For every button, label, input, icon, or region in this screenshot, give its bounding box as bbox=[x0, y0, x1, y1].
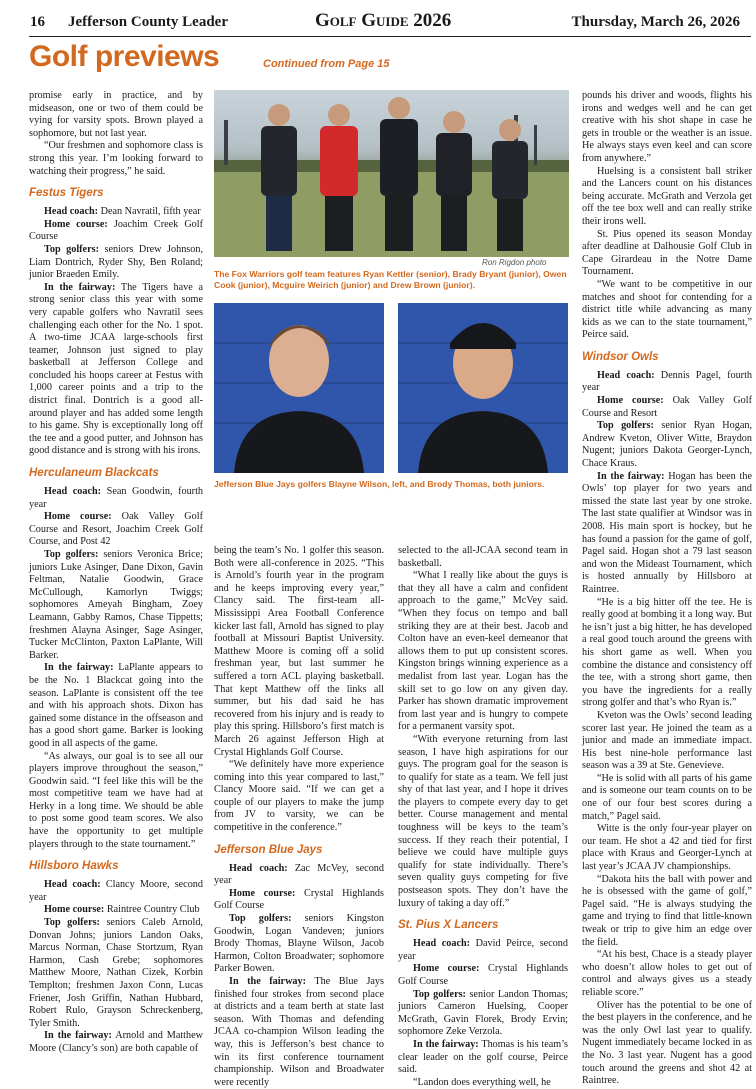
column-4 bbox=[582, 90, 752, 1088]
team-heading-hillsboro: Hillsboro Hawks bbox=[29, 860, 119, 873]
team-photo-illustration bbox=[214, 90, 569, 257]
team-heading-st-pius: St. Pius X Lancers bbox=[398, 919, 499, 932]
photo-credit: Ron Rigdon photo bbox=[482, 258, 547, 267]
column-2 bbox=[214, 545, 384, 1089]
page-header bbox=[0, 0, 756, 36]
course-line: Home course: Joachim Creek Golf Course bbox=[29, 218, 203, 243]
fairway-line: In the fairway: The Blue Jays finished four strokes from second place at districts and a team berth at state last season. With Thomas and defending JCAA co-champion Wilson leading the way, this is Jefferson’s best chance to win its first conference tournament championship. Wilson and Broadwater were recently bbox=[214, 976, 384, 1088]
paragraph: Kveton was the Owls’ second leading scorer last year. He joined the team as a junior and made an immediate impact. His best nine-hole performance last season was a 39 at Ste. Genevieve. bbox=[582, 709, 752, 772]
golfers-line: Top golfers: seniors Kingston Goodwin, Logan Vandeven; juniors Brody Thomas, Blayne Wilson, Jacob Harmon, Colton Broadwater; sophomore Parker Bowen. bbox=[214, 913, 384, 975]
paragraph: Oliver has the potential to be one of the best players in the conference, and he was the only Owl last year to qualify. Nugent immediately became locked in as the No. 3 last year. Nugent has a good touch around the greens and shot 42 at Raintree. bbox=[582, 999, 752, 1087]
fairway-line: In the fairway: Arnold and Matthew Moore (Clancy’s son) are both capable of bbox=[29, 1030, 203, 1054]
paragraph: “He is solid with all parts of his game and is someone our team counts on to be one of our four best scores during a match,” Pagel said. bbox=[582, 772, 752, 822]
team-photo-caption: The Fox Warriors golf team features Ryan Kettler (senior), Brady Bryant (junior), Owen Cook (junior), Mcguire Weirich (junior) and Drew Brown (junior). bbox=[214, 269, 567, 290]
issue-date: Thursday, March 26, 2026 bbox=[571, 14, 740, 30]
paragraph: pounds his driver and woods, flights his irons and wedges well and he can get creative with his shot shape in case he gets in trouble or the weather is an issue. He always stays even keel and can score from anywhere.” bbox=[582, 90, 752, 164]
golfers-line: Top golfers: seniors Caleb Arnold, Donvan Johns; juniors Landon Oaks, Marcus Norman, Chase Stortzum, Ryan Harmon, Cash Grebe; sophomores Matthew Moore, Nathan Cizek, Korbin Templton; freshmen Jaxon Conn, Lucas Friener, Josh Griffin, Nathan Hubbard, Robert Rulo, Grayson Schreckenberg, Tyler Smith. bbox=[29, 917, 203, 1029]
course-line: Home course: Crystal Highlands Golf Course bbox=[398, 963, 568, 987]
paragraph: Witte is the only four-year player on our team. He shot a 42 and tied for first place with Kraus and Georger-Lynch at last year’s JCAA JV championships. bbox=[582, 823, 752, 873]
paragraph: promise early in practice, and by midseason, one or two of them could be vying for varsity spots. Brown played a sophomore, but not last year. bbox=[29, 90, 203, 139]
paragraph: “We definitely have more experience coming into this year compared to last,” Clancy Moore said. “If we can get a couple of our players to make the jump from JV to varsity, we can be competitive in the conference.” bbox=[214, 759, 384, 834]
paragraph: “With everyone returning from last season, I have high aspirations for our guys. The program goal for the season is to qualify for state as a team. We fell just shy of that last year, and I hope it drives the players to compete every day to get better. Course management and mental toughness will be keys to the team’s success. If they reach their potential, I believe we could have multiple guys qualify for state individually. There’s seven quality guys competing for five postseason spots. They don’t have the luxury of taking a day off.” bbox=[398, 733, 568, 909]
portrait-photo-right bbox=[398, 303, 568, 473]
paragraph: “We want to be competitive in our matches and shoot for contending for a district title while advancing as many kids as we can to the state tournament,” Peirce said. bbox=[582, 278, 752, 341]
fairway-line: In the fairway: Thomas is his team’s clear leader on the golf course, Peirce said. bbox=[398, 1038, 568, 1076]
coach-line: Head coach: Dennis Pagel, fourth year bbox=[582, 369, 752, 394]
course-line: Home course: Crystal Highlands Golf Course bbox=[214, 887, 384, 912]
page-headline: Golf previews bbox=[29, 40, 220, 73]
portrait-photo-left bbox=[214, 303, 384, 473]
paragraph: “Dakota hits the ball with power and he is obsessed with the game of golf,” Pagel said. “He is always studying the game and trying to find that little-known tweak or trip to give him an edge over the field. bbox=[582, 873, 752, 948]
header-rule bbox=[29, 36, 751, 37]
fairway-line: In the fairway: Hogan has been the Owls’ top player for two years and missed the state last year by one stroke. The last state qualifier at Windsor was in 2008. His main sport is hockey, but he has found a passion for the game of golf, Pagel said. Hogan shot a 79 last season and won the Mideast Tournament, which is hosted annually by Hillsboro at Raintree. bbox=[582, 470, 752, 595]
coach-line: Head coach: Dean Navratil, fifth year bbox=[44, 206, 201, 218]
coach-line: Head coach: Zac McVey, second year bbox=[214, 862, 384, 887]
coach-line: Head coach: Clancy Moore, second year bbox=[29, 879, 203, 903]
golfers-line: Top golfers: seniors Drew Johnson, Liam Dontrich, Ryder Shy, Ben Roland; junior Braeden Emily. bbox=[29, 243, 203, 281]
fairway-line: In the fairway: LaPlante appears to be the No. 1 Blackcat going into the season. LaPlante is consistent off the tee and with his approach shots. Dixon has gained some distance in the offseason and has a good short game. Barker is looking good in all aspects of the game. bbox=[29, 662, 203, 749]
golfers-line: Top golfers: senior Landon Thomas; juniors Cameron Huelsing, Cooper McGrath, Gavin Florek, Brody Ervin; sophomore Zeke Verzola. bbox=[398, 988, 568, 1038]
paragraph: “At his best, Chace is a steady player who doesn’t allow holes to get out of control and always gives us a steady reliable score.” bbox=[582, 949, 752, 998]
course-line: Home course: Oak Valley Golf Course and Resort, Joachim Creek Golf Course, and Post 42 bbox=[29, 511, 203, 548]
paragraph: “Our freshmen and sophomore class is strong this year. I’m looking forward to watching their progress,” he said. bbox=[29, 140, 203, 177]
column-3 bbox=[398, 545, 568, 1089]
paragraph: “He is a big hitter off the tee. He is really good at bombing it a long way. But he isn’t just a big hitter, he has developed a real good touch around the greens with his short game as well. When you combine the distance and consistency off the tee, with a strong short game, then you have the ingredients for a really strong golfer and that’s who Ryan is.” bbox=[582, 596, 752, 709]
golfers-line: Top golfers: senior Ryan Hogan, Andrew Kveton, Oliver Witte, Braydon Nugent; juniors Dakota Georger-Lynch, Chace Kraus. bbox=[582, 420, 753, 470]
quote-paragraph: “Landon does everything well, he bbox=[413, 1076, 551, 1088]
paragraph: being the team’s No. 1 golfer this season. Both were all-conference in 2025. “This is Arnold’s fourth year in the program and he keeps improving every year,” Clancy said. The first-team all-Mississippi Area Football Conference kicker last fall, Arnold has signed to play football at Missouri Baptist University. Matthew Moore is coming off a solid freshman year, but last summer he suffered a torn ACL playing basketball. That kept Matthew off the links all summer, but his dad said he has recovered from his injury and is ready to play this spring. Hillsboro’s first match is March 26 against Jefferson High at Crystal Highlands Golf Course. bbox=[214, 545, 384, 758]
portrait-illustration bbox=[214, 303, 384, 473]
paragraph: St. Pius opened its season Monday after deadline at Dalhousie Golf Club in Cape Girardeau in the Notre Dame Tournament. bbox=[582, 228, 752, 278]
course-line: Home course: Raintree Country Club bbox=[44, 904, 200, 916]
paragraph: Huelsing is a consistent ball striker and the Lancers count on his distances being accurate. McGrath and Verzola get off the tee box well and can really strike their irons well. bbox=[582, 165, 752, 227]
fairway-line: In the fairway: The Tigers have a strong senior class this year with some very capable golfers who Navratil sees challenging each other for the No. 1 spot. A two-time JCAA large-schools first teamer, Johnson just signed to play basketball at Jefferson College and concluded his hoops career at Festus with 1,000 career points and a trip to the district final. Dontrich is a good all-around player and has added some length to his game. Shy is exceptionally long off the tee and a good putter, and Johnson has good distance and is strong with his irons. bbox=[29, 281, 203, 457]
team-heading-herculaneum: Herculaneum Blackcats bbox=[29, 467, 159, 480]
paragraph: “What I really like about the guys is that they all have a calm and confident approach to the game,” McVey said. “When they focus on tempo and ball striking they are at their best. Jacob and Colton have an even-keel demeanor that allows them to put up consistent scores. Kingston brings winning experience as a medalist from last year. Logan has the skill set to go low on any given day. Parker has shown dramatic improvement from last year and is hungry to compete for a permanent varsity spot. bbox=[398, 570, 568, 733]
section-title: Golf Guide 2026 bbox=[315, 10, 452, 31]
coach-line: Head coach: David Peirce, second year bbox=[398, 938, 568, 962]
portrait-caption: Jefferson Blue Jays golfers Blayne Wilson, left, and Brody Thomas, both juniors. bbox=[214, 479, 545, 489]
portrait-illustration bbox=[398, 303, 568, 473]
continued-note: Continued from Page 15 bbox=[263, 58, 390, 70]
coach-line: Head coach: Sean Goodwin, fourth year bbox=[29, 486, 203, 510]
team-photo bbox=[214, 90, 569, 257]
newspaper-name: Jefferson County Leader bbox=[68, 14, 228, 30]
golfers-line: Top golfers: seniors Veronica Brice; juniors Luke Asinger, Dane Dixon, Gavin Feltman, Natalie Goodwin, Grace McCullough, Kamorlyn Twiggs; sophomores Ameyah Bingham, Zoey Leamann, Gabby Ramos, Chase Tippetts; freshmen Alayna Asinger, Sage Asinger, Tucker McClinton, Paxton LaPlante, Will Barker. bbox=[29, 549, 203, 661]
team-heading-festus: Festus Tigers bbox=[29, 187, 104, 200]
page-number: 16 bbox=[30, 14, 45, 30]
column-1 bbox=[29, 90, 203, 1056]
quote-paragraph: “As always, our goal is to see all our players improve throughout the season,” Goodwin said. “I feel like this will be the most competitive team we have had at Herky in a long time. We should be able to post some good team scores. We also have the opportunity to get multiple players through to the state tournament.” bbox=[29, 750, 203, 850]
course-line: Home course: Oak Valley Golf Course and Resort bbox=[582, 395, 752, 419]
team-heading-windsor: Windsor Owls bbox=[582, 350, 659, 363]
paragraph: selected to the all-JCAA second team in basketball. bbox=[398, 545, 568, 569]
team-heading-jefferson: Jefferson Blue Jays bbox=[214, 843, 323, 856]
